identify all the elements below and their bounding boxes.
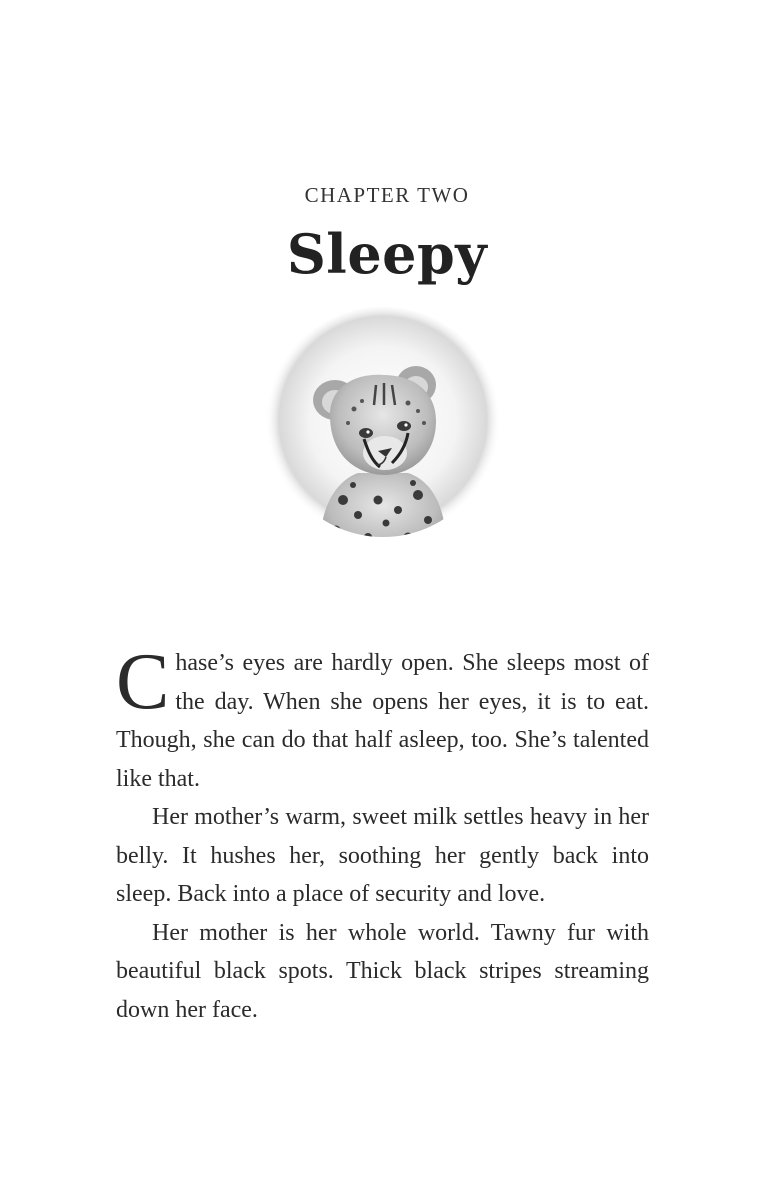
chapter-title: Sleepy (286, 222, 488, 286)
paragraph-1-text: hase’s eyes are hardly open. She sleeps most of the day. When she opens her eyes, it is to eat. Though, she can do that half asleep, too. She’s talented like that. (116, 650, 649, 792)
paragraph-2: Her mother’s warm, sweet milk settles heavy in her belly. It hushes her, soothing her gently back into sleep. Back into a place of security and love. (116, 804, 649, 907)
paragraph-3: Her mother is her whole world. Tawny fur with beautiful black spots. Thick black stripes streaming down her face. (116, 919, 649, 1023)
cheetah-cub-illustration (258, 305, 508, 555)
drop-cap: C (116, 638, 170, 726)
paragraph-1 (116, 638, 649, 798)
chapter-body-text (116, 638, 649, 1029)
chapter-number: CHAPTER TWO (304, 183, 470, 207)
